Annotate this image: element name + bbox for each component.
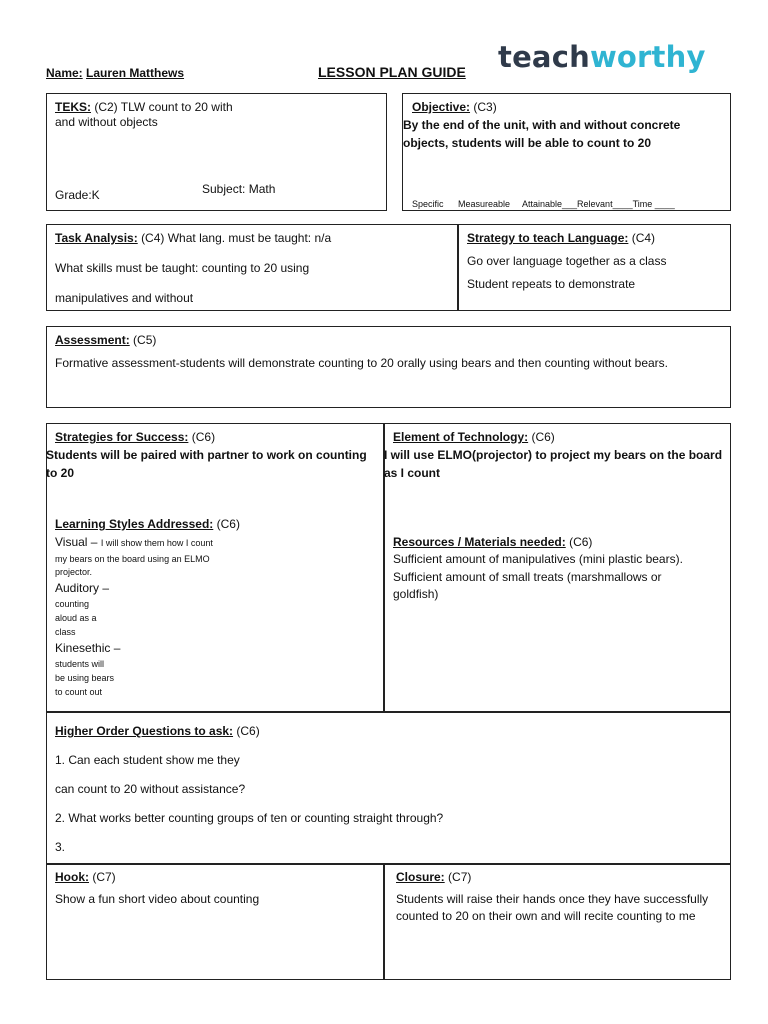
- teachworthy-logo: [498, 40, 706, 74]
- assessment-label: Assessment:: [55, 333, 130, 347]
- teks-line2: and without objects: [55, 115, 158, 129]
- question-1a: 1. Can each student show me they: [55, 753, 240, 767]
- task-analysis-label: Task Analysis:: [55, 231, 138, 245]
- name-label-text: Name:: [46, 66, 83, 80]
- hook-label: Hook:: [55, 870, 89, 884]
- hook-code: (C7): [92, 870, 116, 884]
- page-title: LESSON PLAN GUIDE: [318, 64, 466, 80]
- question-1b: can count to 20 without assistance?: [55, 782, 246, 796]
- smart-specific: Specific: [412, 199, 444, 209]
- closure-line2: counted to 20 on their own and will recite counting to me: [396, 909, 696, 923]
- name-value: Lauren Matthews: [86, 66, 185, 80]
- question-3: 3.: [55, 840, 66, 854]
- auditory-line1: counting: [55, 599, 90, 609]
- assessment-code: (C5): [133, 333, 157, 347]
- resources-heading: [393, 535, 592, 549]
- smart-rest: Attainable___Relevant____Time ____: [522, 199, 675, 209]
- objective-line1: By the end of the unit, with and without concrete: [403, 118, 681, 132]
- assessment-text: Formative assessment-students will demonstrate counting to 20 orally using bears and then counting without bears.: [55, 356, 668, 370]
- kinesthetic-line1: students will: [55, 659, 105, 669]
- smart-measureable: Measureable: [458, 199, 511, 209]
- questions-top-line: [46, 711, 731, 713]
- visual-line1: [55, 535, 213, 549]
- hook-closure-divider: [383, 863, 385, 980]
- resources-code: (C6): [569, 535, 593, 549]
- technology-line1: I will use ELMO(projector) to project my bears on the board: [384, 448, 723, 462]
- visual-text2: my bears on the board using an ELMO: [55, 554, 210, 564]
- closure-code: (C7): [448, 870, 472, 884]
- grade: Grade:K: [55, 188, 100, 202]
- technology-heading: [393, 430, 555, 444]
- technology-line2: as I count: [384, 466, 441, 480]
- strategy-language-line1: Go over language together as a class: [467, 254, 667, 268]
- closure-heading: [396, 870, 471, 884]
- learning-styles-label: Learning Styles Addressed:: [55, 517, 214, 531]
- strategies-success-heading: [55, 430, 215, 444]
- assessment-heading: [55, 333, 156, 347]
- kinesthetic-line3: to count out: [55, 687, 103, 697]
- task-strategy-divider: [457, 224, 459, 311]
- objective-label: Objective:: [412, 100, 471, 114]
- hook-top-line: [46, 863, 731, 865]
- resources-label: Resources / Materials needed:: [393, 535, 566, 549]
- strategies-success-line1: Students will be paired with partner to work on counting: [46, 448, 367, 462]
- logo-part2: worthy: [589, 40, 706, 74]
- kinesthetic-line2: be using bears: [55, 673, 115, 683]
- auditory-label: Auditory –: [55, 581, 110, 595]
- strategy-language-code: (C4): [631, 231, 656, 245]
- kinesthetic-label: Kinesethic –: [55, 641, 121, 655]
- auditory-line2: aloud as a: [55, 613, 97, 623]
- strategy-language-heading: [467, 231, 655, 245]
- visual-text1: I will show them how I count: [100, 538, 213, 548]
- task-analysis-line1: [55, 231, 331, 245]
- strategies-success-code: (C6): [191, 430, 216, 444]
- strategy-language-line2: Student repeats to demonstrate: [467, 277, 636, 291]
- objective-code: (C3): [473, 100, 497, 114]
- objective-heading: [412, 100, 497, 114]
- closure-label: Closure:: [396, 870, 445, 884]
- task-analysis-code: (C4) What lang. must be taught: n/a: [141, 231, 332, 245]
- strategies-success-line2: to 20: [46, 466, 75, 480]
- resources-line2: Sufficient amount of small treats (marshmallows or: [393, 570, 662, 584]
- teks-label: TEKS:: [55, 100, 91, 114]
- subject: Subject: Math: [202, 182, 276, 196]
- resources-line3: goldfish): [393, 587, 439, 601]
- task-analysis-line2: What skills must be taught: counting to 20 using: [55, 261, 310, 275]
- strategies-success-label: Strategies for Success:: [55, 430, 189, 444]
- learning-styles-heading: [55, 517, 240, 531]
- questions-code: (C6): [236, 724, 260, 738]
- hook-text: Show a fun short video about counting: [55, 892, 260, 906]
- task-analysis-line3: manipulatives and without: [55, 291, 194, 305]
- auditory-line3: class: [55, 627, 76, 637]
- teks-code: (C2) TLW count to 20 with: [94, 100, 233, 114]
- teks-line1: [55, 100, 233, 114]
- question-2: 2. What works better counting groups of ten or counting straight through?: [55, 811, 444, 825]
- closure-line1: Students will raise their hands once they have successfully: [396, 892, 709, 906]
- logo-part1: teach: [498, 40, 590, 74]
- visual-label: Visual –: [55, 535, 98, 549]
- name-label: [46, 66, 184, 80]
- technology-code: (C6): [531, 430, 555, 444]
- questions-heading: [55, 724, 260, 738]
- objective-line2: objects, students will be able to count to 20: [403, 136, 652, 150]
- hook-heading: [55, 870, 116, 884]
- questions-label: Higher Order Questions to ask:: [55, 724, 234, 738]
- learning-styles-code: (C6): [216, 517, 240, 531]
- resources-line1: Sufficient amount of manipulatives (mini plastic bears).: [393, 552, 683, 566]
- technology-label: Element of Technology:: [393, 430, 529, 444]
- visual-text3: projector.: [55, 567, 93, 577]
- strategy-language-label: Strategy to teach Language:: [467, 231, 629, 245]
